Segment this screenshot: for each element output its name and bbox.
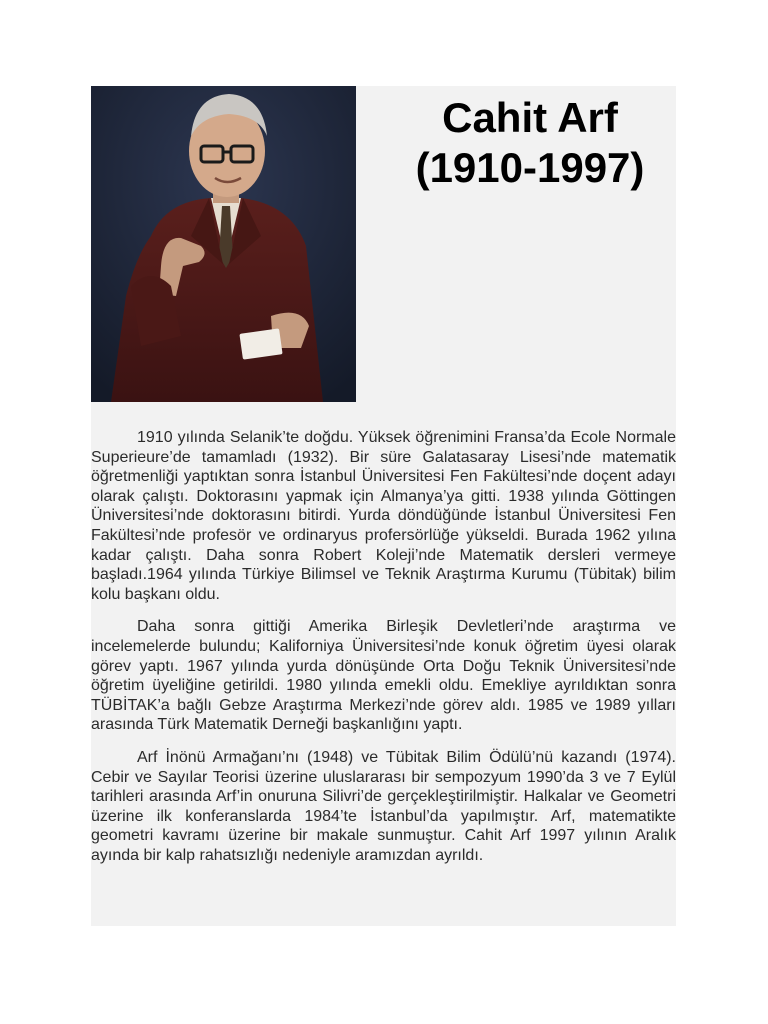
portrait-photo [91, 86, 356, 402]
paragraph: Arf İnönü Armağanı’nı (1948) ve Tübitak Bilim Ödülü’nü kazandı (1974). Cebir ve Sayılar Teorisi üzerine uluslararası bir sempozyum 1990’da 3 ve 7 Eylül tarihleri arasında Arf’in onuruna Silivri’de gerçekleştirilmiştir. Halkalar ve Geometri üzerine ilk konferanslarda 1984’te İstanbul’da yapılmıştır. Arf, matematikte geometri kavramı üzerine bir makale sunmuştur. Cahit Arf 1997 yılının Aralık ayında bir kalp rahatsızlığı nedeniyle aramızdan ayrıldı. [91, 748, 676, 864]
document-page [91, 86, 676, 926]
paragraph: Daha sonra gittiği Amerika Birleşik Devletleri’nde araştırma ve incelemelerde bulundu; Kaliforniya Üniversitesi’nde konuk öğretim üyesi olarak görev yaptı. 1967 yılında yurda dönüşünde Orta Doğu Teknik Üniversitesi’nde öğretim üyeliğine getirildi. 1980 yılında emekli oldu. Emekliye ayrıldıktan sonra TÜBİTAK’a bağlı Gebze Araştırma Merkezi’nde görev aldı. 1985 ve 1989 yılları arasında Türk Matematik Derneği başkanlığını yaptı. [91, 618, 676, 734]
paragraph: 1910 yılında Selanik’te doğdu. Yüksek öğrenimini Fransa’da Ecole Normale Superieure’de tamamladı (1932). Bir süre Galatasaray Lisesi’nde matematik öğretmenliği yaptıktan sonra İstanbul Üniversitesi Fen Fakültesi’nde doçent adayı olarak çalıştı. Doktorasını yapmak için Almanya’ya gitti. 1938 yılında Göttingen Üniversitesi’nde doktorasını bitirdi. Yurda döndüğünde İstanbul Üniversitesi Fen Fakültesi’nde profesör ve ordinaryus profersörlüğe yükseldi. Burada 1962 yılına kadar çalıştı. Daha sonra Robert Koleji’nde Matematik dersleri vermeye başladı.1964 yılında Türkiye Bilimsel ve Teknik Araştırma Kurumu (Tübitak) bilim kolu başkanı oldu. [91, 429, 676, 603]
title-years: (1910-1997) [415, 144, 645, 191]
title-name: Cahit Arf [442, 94, 618, 141]
page-title [388, 93, 672, 193]
biography-text [91, 428, 676, 878]
